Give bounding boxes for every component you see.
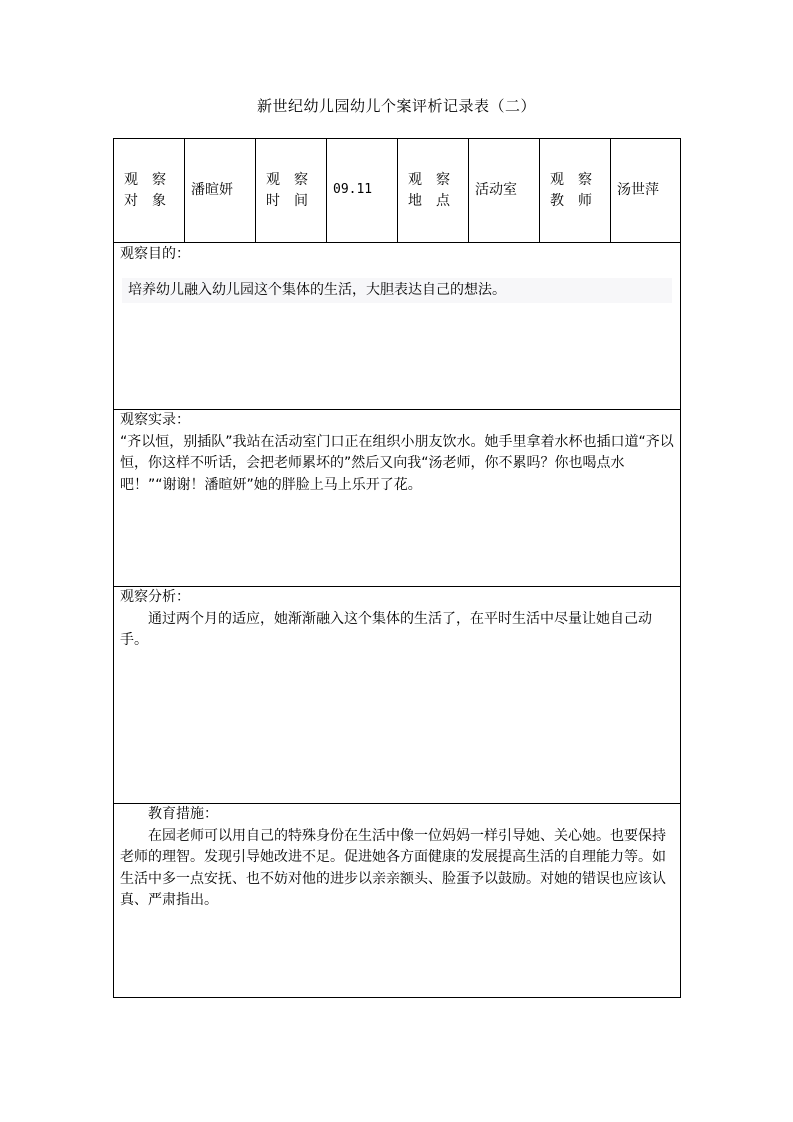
- teacher-value: 汤世萍: [617, 182, 659, 198]
- analysis-text: 通过两个月的适应，她渐渐融入这个集体的生活了，在平时生活中尽量让她自己动手。: [120, 610, 652, 648]
- measures-label: 教育措施：: [148, 806, 218, 822]
- record-section: [114, 410, 680, 587]
- teacher-label: [540, 139, 611, 242]
- place-value: 活动室: [469, 139, 540, 242]
- teacher-label-line-1: 观 察: [550, 171, 592, 188]
- subject-label-line-2: 对 象: [124, 192, 166, 209]
- subject-label: [114, 139, 185, 242]
- place-label-line-2: 地 点: [408, 192, 450, 209]
- teacher-label-line-2: 教 师: [550, 192, 592, 209]
- measures-text: 在园老师可以用自己的特殊身份在生活中像一位妈妈一样引导她、关心她。也要保持老师的理智。发现引导她改进不足。促进她各方面健康的发展提高生活的自理能力等。如生活中多一点安抚、也不妨对他的进步以亲亲额头、脸蛋予以鼓励。对她的错误也应该认真、严肃指出。: [120, 827, 666, 908]
- goal-text: 培养幼儿融入幼儿园这个集体的生活，大胆表达自己的想法。: [122, 278, 672, 303]
- measures-section: [114, 804, 680, 997]
- time-label: [256, 139, 327, 242]
- subject-label-line-1: 观 察: [124, 171, 166, 188]
- time-label-line-2: 时 间: [266, 192, 308, 209]
- goal-section: [114, 243, 680, 410]
- place-label-line-1: 观 察: [408, 171, 450, 188]
- analysis-section: [114, 587, 680, 804]
- goal-label: 观察目的：: [120, 246, 190, 262]
- record-text: “齐以恒，别插队”我站在活动室门口正在组织小朋友饮水。她手里拿着水杯也插口道“齐以恒，你这样不听话，会把老师累坏的”然后又向我“汤老师，你不累吗？你也喝点水吧！”“谢谢！潘暄妍”她的胖脸上马上乐开了花。: [120, 433, 674, 493]
- time-label-line-1: 观 察: [266, 171, 308, 188]
- header-row: [114, 139, 680, 243]
- subject-value: 潘暄妍: [185, 139, 256, 242]
- record-label: 观察实录：: [120, 412, 190, 428]
- page-title: 新世纪幼儿园幼儿个案评析记录表（二）: [256, 97, 536, 115]
- record-form: [113, 138, 681, 998]
- time-value: 09.11: [327, 139, 398, 242]
- analysis-label: 观察分析：: [120, 589, 190, 605]
- place-label: [398, 139, 469, 242]
